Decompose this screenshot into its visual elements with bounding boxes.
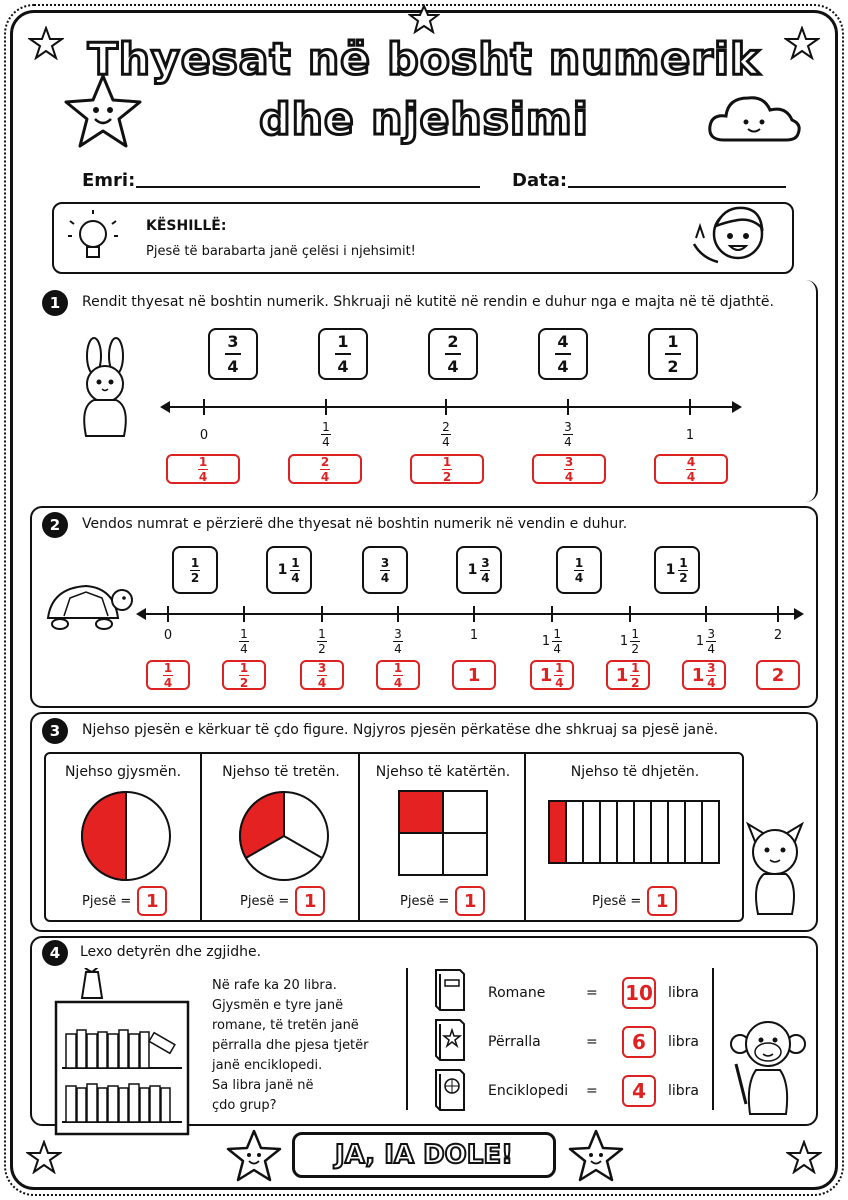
tenth-cell[interactable] [600,801,617,863]
shaded-tenth[interactable] [549,801,566,863]
denominator: 4 [564,435,572,449]
smiling-star-icon [566,1128,626,1184]
denominator: 4 [380,570,390,585]
equals-sign: = [586,1083,598,1099]
denominator: 4 [555,675,564,690]
date-field[interactable] [568,186,786,188]
unit-label: libra [668,1083,700,1099]
denominator: 4 [317,675,327,690]
whole-part: 1 [615,664,629,686]
whole-part: 1 [541,634,551,649]
answer-row-novels [488,976,708,1010]
fraction-bar [445,353,461,355]
tenth-answer-row [592,886,677,916]
fraction-card[interactable] [318,328,368,380]
answer-box[interactable] [452,660,496,690]
third-answer[interactable]: 1 [295,886,325,916]
numerator: 1 [679,555,688,570]
whole-part: 2 [773,628,783,643]
answer-box[interactable] [410,454,484,484]
answer-box[interactable] [222,660,266,690]
mixed-number-card[interactable] [172,546,218,594]
date-label: Data: [512,170,568,191]
word-problem [212,976,402,1116]
tick-fraction [239,628,249,655]
whole-part: 1 [691,664,705,686]
answer-box[interactable] [146,660,190,690]
fairytale-book-icon [430,1016,470,1064]
denominator: 2 [239,675,249,690]
denominator: 4 [481,570,490,585]
numerator: 3 [394,627,402,641]
answer-fraction [198,456,208,483]
answer-box[interactable] [756,660,800,690]
answer-fraction [393,662,403,689]
numerator: 3 [481,555,490,570]
section-4-instruction: Lexo detyrën dhe zgjidhe. [80,944,262,960]
denominator: 2 [631,642,639,656]
whole-part: 1 [619,634,629,649]
tick-fraction [317,628,327,655]
mixed-number-card[interactable] [556,546,602,594]
equals-sign: = [586,1034,598,1050]
tick-label [383,628,413,655]
fraction-card[interactable] [208,328,258,380]
answer-box[interactable] [654,454,728,484]
mixed-number-card[interactable] [266,546,312,594]
novels-answer[interactable]: 10 [622,977,656,1009]
numerator: 1 [631,627,639,641]
whole-part: 2 [771,664,785,686]
denominator: 4 [564,469,574,484]
whole-part: 1 [665,562,676,578]
denominator: 4 [442,435,450,449]
shape-tenth-title: Njehso të dhjetën. [570,764,700,780]
answer-box[interactable] [288,454,362,484]
unit-label: libra [668,1034,700,1050]
denominator: 4 [320,469,330,484]
numerator: 3 [564,454,574,469]
name-label: Emri: [82,170,136,191]
section-1-number: 1 [42,290,68,316]
tenth-cell[interactable] [566,801,583,863]
tenth-bar-shape[interactable] [548,800,722,866]
numerator: 1 [667,332,679,351]
part-label: Pjesë = [240,893,290,909]
whole-part: 1 [277,562,288,578]
numerator: 3 [227,332,239,351]
card-fraction [290,557,300,584]
answer-fraction [320,456,330,483]
denominator: 2 [679,570,688,585]
quarter-answer[interactable]: 1 [455,886,485,916]
denominator: 2 [631,675,640,690]
fraction-bar [225,353,241,355]
number-line-2 [136,602,806,626]
tick-label [763,628,793,643]
numerator: 1 [553,627,561,641]
tick-label [311,420,341,448]
fraction-card[interactable] [428,328,478,380]
tick-label [431,420,461,448]
numerator: 1 [442,454,452,469]
whole-part: 0 [163,628,173,643]
denominator: 4 [198,469,208,484]
fraction-card[interactable] [648,328,698,380]
tick-fraction [706,628,716,655]
card-fraction [380,557,390,584]
turtle-icon [40,578,134,632]
numerator: 3 [707,627,715,641]
star-icon [408,4,440,34]
tenth-cell[interactable] [685,801,702,863]
whole-part: 1 [695,634,705,649]
section-2-instruction: Vendos numrat e përzierë dhe thyesat në boshtin numerik në vendin e duhur. [82,516,628,532]
third-circle-shape[interactable] [238,790,330,882]
equals-sign: = [586,985,598,1001]
answer-box[interactable] [532,454,606,484]
numerator: 1 [318,627,326,641]
numerator: 2 [442,420,450,434]
answer-fraction [317,662,327,689]
answer-fraction [442,456,452,483]
answer-fraction [163,662,173,689]
star-icon [26,1140,62,1174]
divider [712,968,714,1110]
quarter-square-shape[interactable] [398,790,490,878]
section-3-number: 3 [42,718,68,744]
section-4-number: 4 [42,940,68,966]
number-line-1 [160,394,744,420]
answer-row-fairytales [488,1025,708,1059]
boy-icon [690,198,776,274]
numerator: 1 [322,420,330,434]
fraction-bar [665,353,681,355]
numerator: 1 [393,660,403,675]
bookshelf-icon [52,968,192,1138]
cat-icon [738,814,812,918]
tick-label [615,628,645,655]
encyclopedias-answer[interactable]: 4 [622,1075,656,1107]
denominator: 4 [322,435,330,449]
fraction-bar [555,353,571,355]
story-line: janë enciklopedi. [212,1058,323,1073]
denominator: 4 [240,642,248,656]
part-label: Pjesë = [592,893,642,909]
answer-box[interactable] [376,660,420,690]
tick-label [153,628,183,643]
story-line: Sa libra janë në [212,1078,314,1093]
numerator: 1 [291,555,300,570]
denominator: 4 [553,642,561,656]
card-fraction [678,557,688,584]
part-label: Pjesë = [400,893,450,909]
denominator: 4 [707,642,715,656]
card-fraction [574,557,584,584]
lightbulb-icon [68,210,118,268]
denominator: 4 [337,357,349,376]
whole-part: 1 [467,562,478,578]
section-2-number: 2 [42,512,68,538]
section-1-instruction: Rendit thyesat në boshtin numerik. Shkruaji në kutitë në rendin e duhur nga e majta në të djathtë. [82,294,774,310]
card-fraction [480,557,490,584]
smiling-star-icon [224,1128,284,1184]
denominator: 4 [163,675,173,690]
mixed-number-card[interactable] [362,546,408,594]
name-field[interactable] [136,186,480,188]
tick-fraction [393,628,403,655]
numerator: 1 [574,555,584,570]
page-title-line-1: Thyesat në bosht numerik [87,34,761,85]
denominator: 4 [291,570,300,585]
numerator: 1 [198,454,208,469]
footer-banner: JA, IA DOLE! [292,1132,556,1178]
numerator: 2 [320,454,330,469]
answer-fraction [686,456,696,483]
half-answer[interactable]: 1 [137,886,167,916]
numerator: 1 [631,660,640,675]
mixed-number-card[interactable] [456,546,502,594]
story-line: romane, të tretën janë [212,1018,359,1033]
numerator: 4 [686,454,696,469]
tick-fraction [552,628,562,655]
mixed-number-card[interactable] [654,546,700,594]
numerator: 2 [447,332,459,351]
denominator: 4 [557,357,569,376]
tick-label [459,628,489,643]
story-line: Gjysmën e tyre janë [212,998,344,1013]
denominator: 4 [574,570,584,585]
answer-row-encyclopedias [488,1074,708,1108]
whole-part: 1 [539,664,553,686]
tenth-answer[interactable]: 1 [647,886,677,916]
tick-label: 1 [685,428,695,443]
denominator: 2 [442,469,452,484]
half-answer-row [82,886,167,916]
answer-fraction [554,662,564,689]
tenth-cell[interactable] [651,801,668,863]
numerator: 4 [557,332,569,351]
tenth-cell[interactable] [583,801,600,863]
tick-fraction [441,421,451,448]
quarter-answer-row [400,886,485,916]
tenth-cell[interactable] [702,801,719,863]
answer-fraction [706,662,716,689]
denominator: 4 [394,642,402,656]
numerator: 3 [317,660,327,675]
answer-box[interactable] [682,660,726,690]
answer-fraction [239,662,249,689]
numerator: 1 [337,332,349,351]
numerator: 3 [564,420,572,434]
tenth-cell[interactable] [634,801,651,863]
answer-box[interactable] [300,660,344,690]
answer-fraction [564,456,574,483]
tip-title: KËSHILLË: [146,218,227,234]
category-label: Romane [488,985,546,1001]
answer-box[interactable] [530,660,574,690]
denominator: 2 [318,642,326,656]
whole-part: 1 [469,628,479,643]
whole-part: 1 [467,664,481,686]
category-label: Enciklopedi [488,1083,569,1099]
answer-box[interactable] [166,454,240,484]
denominator: 4 [707,675,716,690]
bunny-icon [70,336,142,440]
card-fraction [190,557,200,584]
category-label: Përralla [488,1034,541,1050]
page-title-line-2: dhe njehsimi [259,94,589,145]
answer-box[interactable] [606,660,650,690]
numerator: 3 [380,555,390,570]
tick-label [307,628,337,655]
tick-label [537,628,567,655]
denominator: 4 [393,675,403,690]
tenth-cell[interactable] [668,801,685,863]
star-icon [786,1140,822,1174]
tick-label: 0 [199,428,209,443]
numerator: 1 [555,660,564,675]
tip-text: Pjesë të barabarta janë çelësi i njehsimit! [146,244,416,259]
numerator: 3 [707,660,716,675]
tenth-cell[interactable] [617,801,634,863]
tip-box [52,202,794,274]
unit-label: libra [668,985,700,1001]
numerator: 1 [239,660,249,675]
third-answer-row [240,886,325,916]
story-line: përralla dhe pjesa tjetër [212,1038,369,1053]
story-line: Në rafe ka 20 libra. [212,978,337,993]
denominator: 4 [227,357,239,376]
tick-fraction [563,421,573,448]
tick-fraction [321,421,331,448]
story-line: çdo grup? [212,1098,277,1113]
encyclopedia-book-icon [430,1066,470,1114]
denominator: 4 [686,469,696,484]
monkey-icon [726,1014,810,1118]
fraction-bar [335,353,351,355]
shape-third-title: Njehso të tretën. [222,764,340,780]
numerator: 1 [163,660,173,675]
shape-quarter-title: Njehso të katërtën. [375,764,511,780]
fraction-card[interactable] [538,328,588,380]
section-3-instruction: Njehso pjesën e kërkuar të çdo figure. Ngjyros pjesën përkatëse dhe shkruaj sa pjesë janë. [82,722,719,738]
tick-label [229,628,259,655]
tick-label [553,420,583,448]
denominator: 4 [447,357,459,376]
fairytales-answer[interactable]: 6 [622,1026,656,1058]
tick-fraction [630,628,640,655]
denominator: 2 [190,570,200,585]
part-label: Pjesë = [82,893,132,909]
tick-label [691,628,721,655]
shape-half-title: Njehso gjysmën. [64,764,182,780]
novel-book-icon [430,966,470,1014]
denominator: 2 [667,357,679,376]
answer-fraction [630,662,640,689]
numerator: 1 [240,627,248,641]
numerator: 1 [190,555,200,570]
half-circle-shape[interactable] [80,790,172,882]
divider [406,968,408,1110]
